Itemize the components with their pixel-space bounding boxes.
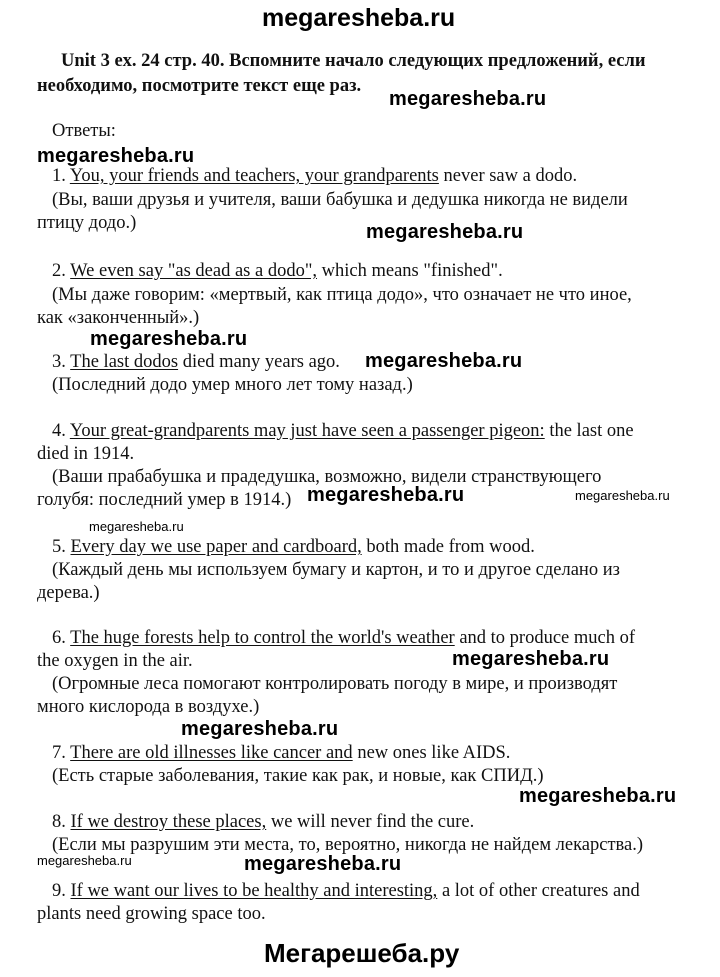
answer-5-rest: both made from wood. <box>361 537 535 557</box>
watermark: megaresheba.ru <box>181 718 339 740</box>
watermark: megaresheba.ru <box>366 221 524 243</box>
watermark: megaresheba.ru <box>365 350 523 372</box>
answer-6-rest: and to produce much of <box>454 628 636 648</box>
answer-3-english: 3. The last dodos died many years ago. <box>52 352 340 372</box>
answer-1-underlined: You, your friends and teachers, your grandparents <box>69 166 439 186</box>
answer-7-english: 7. There are old illnesses like cancer and new ones like AIDS. <box>52 743 511 763</box>
answer-2-russian-line-1: (Мы даже говорим: «мертвый, как птица додо», что означает не что иное, <box>52 285 632 305</box>
answer-4-russian-line-2: голубя: последний умер в 1914.) <box>37 490 292 510</box>
watermark: megaresheba.ru <box>452 648 610 670</box>
answer-4-underlined: Your great-grandparents may just have seen a passenger pigeon: <box>69 421 545 441</box>
answer-6-english-line-1: 6. The huge forests help to control the world's weather and to produce much of <box>52 628 636 648</box>
answer-8-underlined: If we destroy these places, <box>70 812 267 832</box>
answer-7-underlined: There are old illnesses like cancer and <box>70 743 353 763</box>
answer-8-english: 8. If we destroy these places, we will never find the cure. <box>52 812 475 832</box>
watermark: megaresheba.ru <box>519 785 677 807</box>
answer-4-rest: the last one <box>544 421 634 441</box>
exercise-title-line-2: необходимо, посмотрите текст еще раз. <box>37 76 362 96</box>
answer-5-english: 5. Every day we use paper and cardboard, both made from wood. <box>52 537 535 557</box>
answer-4-english-line-2: died in 1914. <box>37 444 135 464</box>
watermark: megaresheba.ru <box>389 88 547 110</box>
watermark: megaresheba.ru <box>307 484 465 506</box>
answer-5-russian-line-2: дерева.) <box>37 583 100 603</box>
answer-6-russian-line-2: много кислорода в воздухе.) <box>37 697 260 717</box>
answer-1-russian-line-2: птицу додо.) <box>37 213 137 233</box>
watermark-small: megaresheba.ru <box>575 488 670 503</box>
answer-7-rest: new ones like AIDS. <box>352 743 511 763</box>
answer-3-underlined: The last dodos <box>70 352 179 372</box>
answer-2-russian-line-2: как «законченный».) <box>37 308 200 328</box>
answer-6-russian-line-1: (Огромные леса помогают контролировать погоду в мире, и производят <box>52 674 618 694</box>
answer-2-rest: which means "finished". <box>317 261 503 281</box>
watermark: megaresheba.ru <box>90 328 248 350</box>
answer-4-english-line-1: 4. Your great-grandparents may just have seen a passenger pigeon: the last one <box>52 421 634 441</box>
answer-1-rest: never saw a dodo. <box>438 166 578 186</box>
answer-3-rest: died many years ago. <box>178 352 340 372</box>
answer-9-english-line-1: 9. If we want our lives to be healthy and interesting, a lot of other creatures and <box>52 881 640 901</box>
answer-9-english-line-2: plants need growing space too. <box>37 904 266 924</box>
answer-5-underlined: Every day we use paper and cardboard, <box>70 537 362 557</box>
answer-8-rest: we will never find the cure. <box>266 812 475 832</box>
header-watermark: megaresheba.ru <box>262 4 456 32</box>
answer-9-rest: a lot of other creatures and <box>437 881 640 901</box>
answer-6-underlined: The huge forests help to control the world's weather <box>70 628 455 648</box>
answer-6-english-line-2: the oxygen in the air. <box>37 651 193 671</box>
answer-3-russian-line-1: (Последний додо умер много лет тому назад.) <box>52 375 413 395</box>
answer-4-russian-line-1: (Ваши прабабушка и прадедушка, возможно, видели странствующего <box>52 467 602 487</box>
watermark-small: megaresheba.ru <box>89 519 184 534</box>
watermark: megaresheba.ru <box>37 145 195 167</box>
answer-5-russian-line-1: (Каждый день мы используем бумагу и картон, и то и другое сделано из <box>52 560 620 580</box>
answers-label: Ответы: <box>52 121 116 141</box>
answer-7-russian-line-1: (Есть старые заболевания, такие как рак, и новые, как СПИД.) <box>52 766 544 786</box>
answer-2-english: 2. We even say "as dead as a dodo", which means "finished". <box>52 261 503 281</box>
footer-watermark: Мегарешеба.ру <box>264 938 460 968</box>
answer-9-underlined: If we want our lives to be healthy and interesting, <box>70 881 438 901</box>
answer-1-english: 1. You, your friends and teachers, your grandparents never saw a dodo. <box>52 166 578 186</box>
watermark: megaresheba.ru <box>244 853 402 875</box>
answer-8-russian-line-1: (Если мы разрушим эти места, то, вероятно, никогда не найдем лекарства.) <box>52 835 644 855</box>
answer-1-russian-line-1: (Вы, ваши друзья и учителя, ваши бабушка и дедушка никогда не видели <box>52 190 628 210</box>
exercise-title-line-1: Unit 3 ex. 24 стр. 40. Вспомните начало следующих предложений, если <box>61 51 646 71</box>
answer-2-underlined: We even say "as dead as a dodo", <box>70 261 318 281</box>
watermark-small: megaresheba.ru <box>37 853 132 868</box>
